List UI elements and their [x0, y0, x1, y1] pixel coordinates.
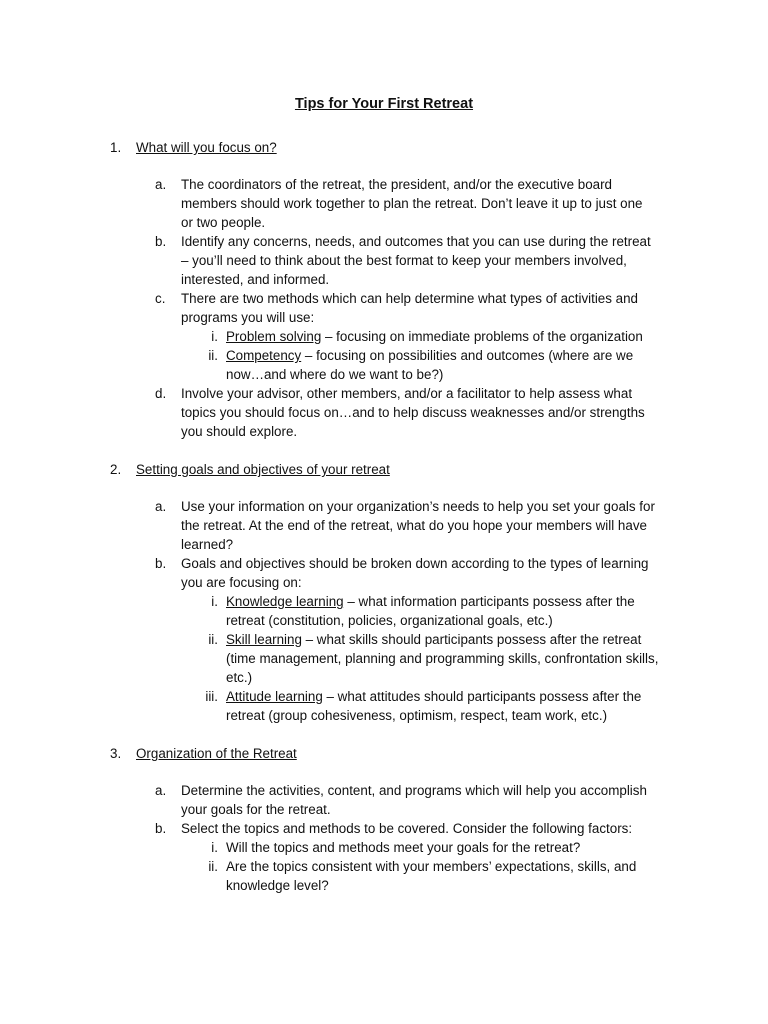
list-item [155, 819, 695, 838]
sub-list-item [190, 857, 690, 895]
item-label: b. [155, 821, 167, 836]
text-line: Goals and objectives should be broken down according to the types of learning [181, 556, 649, 571]
list-item [155, 384, 695, 441]
sub-item-label: i. [211, 329, 218, 344]
item-label: a. [155, 783, 167, 798]
sub-list-item [190, 592, 690, 630]
section-heading-2 [110, 460, 710, 479]
item-text [181, 819, 695, 838]
text-line: the retreat. At the end of the retreat, what do you hope your members will have [181, 518, 647, 533]
section-title: What will you focus on? [136, 140, 277, 155]
list-item [155, 497, 695, 554]
sub-item-text [226, 857, 690, 895]
sub-list-item [190, 346, 690, 384]
text-line: Determine the activities, content, and programs which will help you accomplish [181, 783, 647, 798]
section-title: Setting goals and objectives of your retreat [136, 462, 390, 477]
sub-item-label: i. [211, 840, 218, 855]
text-line: etc.) [226, 670, 253, 685]
item-label: b. [155, 234, 167, 249]
text-line: your goals for the retreat. [181, 802, 331, 817]
sub-item-label: iii. [205, 689, 218, 704]
list-item [155, 232, 695, 289]
text-line: Select the topics and methods to be covered. Consider the following factors: [181, 821, 633, 836]
item-label: a. [155, 499, 167, 514]
term: Competency [226, 348, 302, 363]
text-line: topics you should focus on…and to help discuss weaknesses and/or strengths [181, 405, 645, 420]
text-line: Attitude learning – what attitudes should participants possess after the [226, 689, 642, 704]
sub-item-text [226, 327, 690, 346]
document-title: Tips for Your First Retreat [294, 96, 474, 112]
sub-item-label: ii. [208, 348, 218, 363]
item-text [181, 497, 695, 554]
sub-list-item [190, 327, 690, 346]
sub-list-item [190, 630, 690, 687]
text-line: learned? [181, 537, 234, 552]
section-number: 2. [110, 462, 122, 477]
text-line: Involve your advisor, other members, and/or a facilitator to help assess what [181, 386, 633, 401]
text-line: interested, and informed. [181, 272, 330, 287]
section-heading-3 [110, 744, 710, 763]
text-line: Knowledge learning – what information participants possess after the [226, 594, 635, 609]
list-item [155, 289, 695, 327]
sub-item-text [226, 687, 690, 725]
text-line: Will the topics and methods meet your goals for the retreat? [226, 840, 581, 855]
item-label: a. [155, 177, 167, 192]
item-text [181, 175, 695, 232]
text-line: retreat (constitution, policies, organizational goals, etc.) [226, 613, 553, 628]
text-line: (time management, planning and programming skills, confrontation skills, [226, 651, 659, 666]
text-line: Problem solving – focusing on immediate problems of the organization [226, 329, 643, 344]
item-label: c. [155, 291, 166, 306]
list-item [155, 781, 695, 819]
item-label: d. [155, 386, 167, 401]
item-text [181, 781, 695, 819]
sub-list-item [190, 687, 690, 725]
text-line: members should work together to plan the retreat. Don’t leave it up to just one [181, 196, 643, 211]
sub-item-label: i. [211, 594, 218, 609]
text-line: you should explore. [181, 424, 298, 439]
text-line: The coordinators of the retreat, the president, and/or the executive board [181, 177, 612, 192]
text-line: or two people. [181, 215, 266, 230]
text-line: retreat (group cohesiveness, optimism, respect, team work, etc.) [226, 708, 608, 723]
term: Attitude learning [226, 689, 323, 704]
text-line: knowledge level? [226, 878, 329, 893]
sub-item-text [226, 630, 690, 687]
list-item [155, 554, 695, 592]
item-text [181, 554, 695, 592]
text-line: Use your information on your organization’s needs to help you set your goals for [181, 499, 655, 514]
section-title: Organization of the Retreat [136, 746, 297, 761]
item-text [181, 384, 695, 441]
text-line: Are the topics consistent with your members’ expectations, skills, and [226, 859, 637, 874]
sub-item-text [226, 838, 690, 857]
sub-item-text [226, 346, 690, 384]
text-line: programs you will use: [181, 310, 315, 325]
text-line: you are focusing on: [181, 575, 302, 590]
section-number: 1. [110, 140, 122, 155]
item-text [181, 289, 695, 327]
term: Problem solving [226, 329, 322, 344]
text-line: Skill learning – what skills should participants possess after the retreat [226, 632, 642, 647]
section-heading-1 [110, 138, 710, 157]
list-item [155, 175, 695, 232]
term: Knowledge learning [226, 594, 344, 609]
sub-list-item [190, 838, 690, 857]
section-number: 3. [110, 746, 122, 761]
item-label: b. [155, 556, 167, 571]
item-text [181, 232, 695, 289]
text-line: now…and where do we want to be?) [226, 367, 444, 382]
text-line: Identify any concerns, needs, and outcomes that you can use during the retreat [181, 234, 651, 249]
text-line: There are two methods which can help determine what types of activities and [181, 291, 639, 306]
term: Skill learning [226, 632, 302, 647]
sub-item-label: ii. [208, 632, 218, 647]
text-line: Competency – focusing on possibilities and outcomes (where are we [226, 348, 634, 363]
sub-item-text [226, 592, 690, 630]
sub-item-label: ii. [208, 859, 218, 874]
text-line: – you’ll need to think about the best format to keep your members involved, [181, 253, 627, 268]
